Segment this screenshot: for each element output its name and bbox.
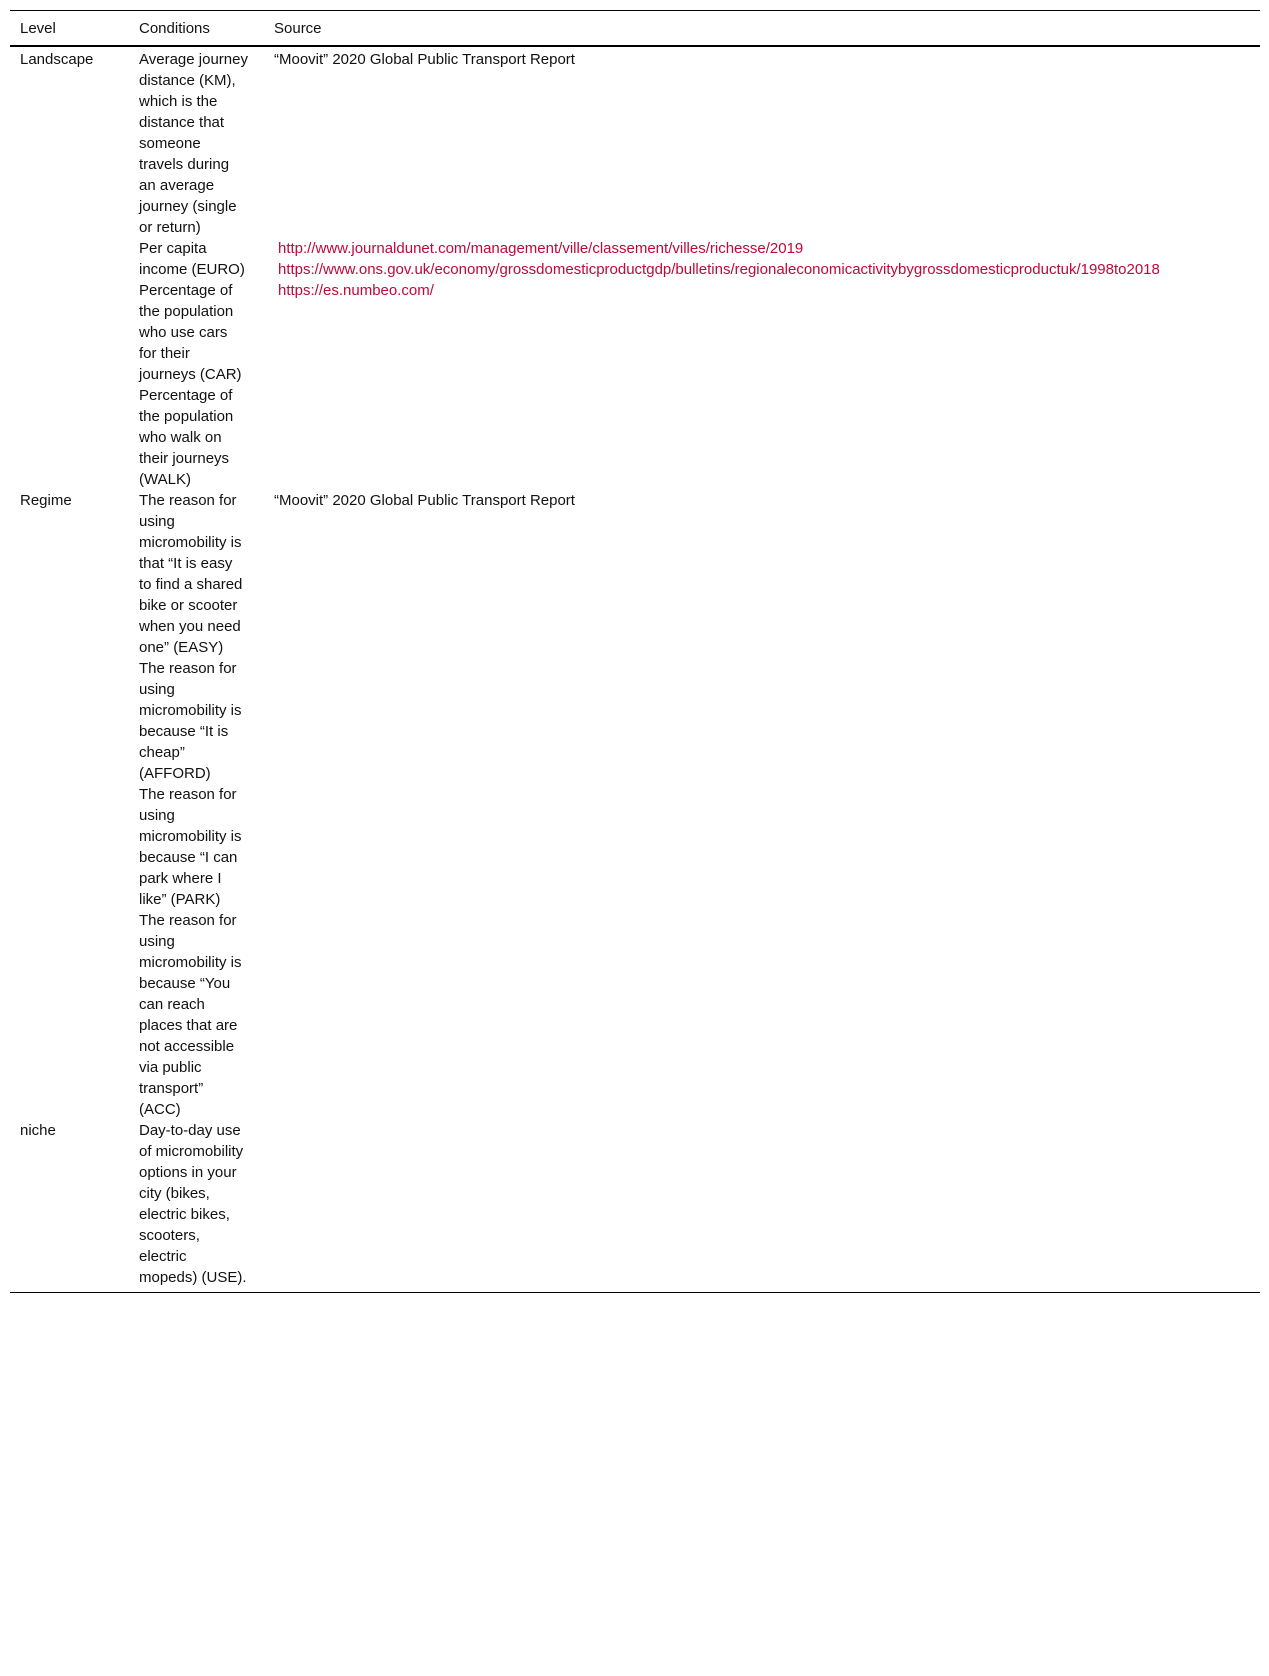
source-cell [264,280,1260,385]
conditions-cell: Day-to-day use of micromobility options in your city (bikes, electric bikes, scooters, electric mopeds) (USE). [129,1120,264,1293]
source-link-numbeo[interactable]: https://es.numbeo.com/ [278,282,434,299]
conditions-cell: The reason for using micromobility is because “I can park where I like” (PARK) [139,786,242,908]
source-cell [264,1120,1260,1293]
conditions-cell: The reason for using micromobility is that “It is easy to find a shared bike or scooter when you need one” (EASY) [139,492,243,656]
table-row [10,238,1260,280]
source-cell [264,238,1260,280]
source-cell [264,784,1260,910]
level-cell: niche [10,1120,129,1293]
source-text: “Moovit” 2020 Global Public Transport Report [274,51,575,68]
level-cell [10,238,129,280]
source-cell [264,658,1260,784]
table-row [10,910,1260,1120]
table-row [10,385,1260,490]
level-cell [10,280,129,385]
conditions-cell: Percentage of the population who walk on their journeys (WALK) [139,387,234,488]
level-cell: Regime [20,492,72,509]
header-level: Level [10,11,129,47]
data-table [10,10,1260,1293]
table-header [10,11,1260,47]
table-row [10,1120,1260,1293]
source-cell [264,490,1260,658]
level-cell [10,784,129,910]
header-source: Source [264,11,1260,47]
header-conditions: Conditions [129,11,264,47]
source-link-ons[interactable]: https://www.ons.gov.uk/economy/grossdomesticproductgdp/bulletins/regionaleconomicactivitybygrossdomesticproductuk/1998to2018 [278,261,1160,278]
table-row [10,490,1260,658]
table-row [10,658,1260,784]
table-body [10,46,1260,1293]
conditions-cell: Per capita income (EURO) [139,240,245,278]
conditions-cell: The reason for using micromobility is because “You can reach places that are not accessible via public transport” (ACC) [139,912,242,1118]
header-row [10,11,1260,47]
source-text: “Moovit” 2020 Global Public Transport Report [274,492,575,509]
table-row [10,46,1260,238]
level-cell [10,910,129,1120]
level-cell: Landscape [20,51,94,68]
level-cell [10,658,129,784]
level-cell [10,385,129,490]
conditions-cell: Average journey distance (KM), which is the distance that someone travels during an average journey (single or return) [139,51,248,236]
source-cell [264,46,1260,238]
source-link-journaldunet[interactable]: http://www.journaldunet.com/management/ville/classement/villes/richesse/2019 [278,240,804,257]
table-row [10,280,1260,385]
conditions-cell: The reason for using micromobility is because “It is cheap” (AFFORD) [139,660,242,782]
source-cell [264,910,1260,1120]
source-cell [264,385,1260,490]
table-row [10,784,1260,910]
conditions-cell: Percentage of the population who use cars for their journeys (CAR) [139,282,242,383]
